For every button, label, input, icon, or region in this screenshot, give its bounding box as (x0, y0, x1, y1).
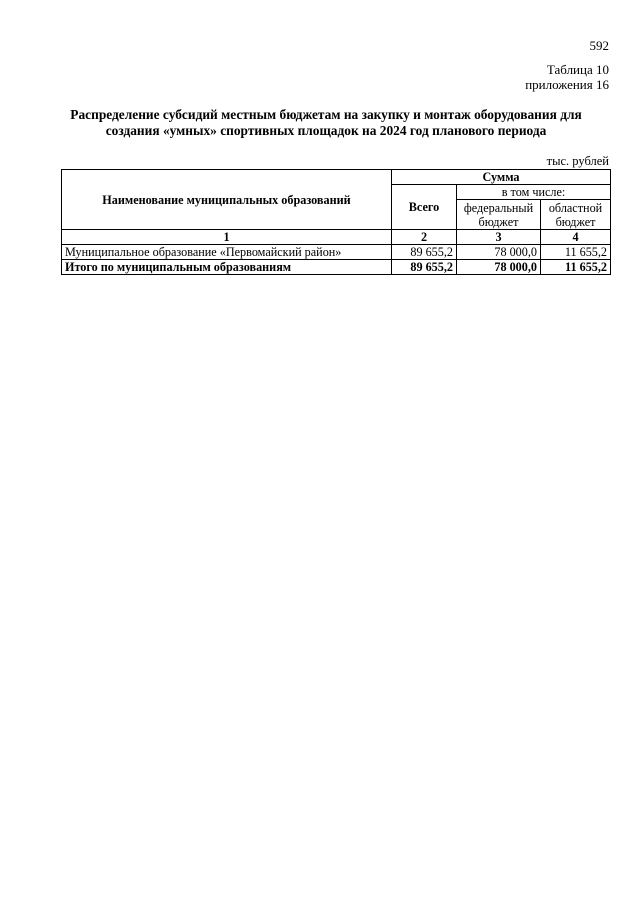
document-title (40, 107, 612, 139)
row-regional: 11 655,2 (541, 245, 611, 260)
units-label: тыс. рублей (546, 154, 609, 168)
table-row (62, 245, 611, 260)
row-name: Муниципальное образование «Первомайский район» (62, 245, 392, 260)
totals-name: Итого по муниципальным образованиям (62, 260, 392, 275)
document-title-line-2: создания «умных» спортивных площадок на 2024 год планового периода (105, 123, 547, 138)
column-number: 2 (392, 230, 457, 245)
header-federal: федеральный бюджет (457, 200, 541, 230)
totals-total: 89 655,2 (392, 260, 457, 275)
column-number-row (62, 230, 611, 245)
column-number: 4 (541, 230, 611, 245)
header-name: Наименование муниципальных образований (62, 170, 392, 230)
column-number: 3 (457, 230, 541, 245)
header-total: Всего (392, 185, 457, 230)
column-number: 1 (62, 230, 392, 245)
row-total: 89 655,2 (392, 245, 457, 260)
page-number: 592 (589, 38, 609, 53)
table-reference (525, 62, 609, 92)
totals-row (62, 260, 611, 275)
subsidy-table (61, 169, 611, 275)
totals-federal: 78 000,0 (457, 260, 541, 275)
table-reference-line-1: Таблица 10 (546, 62, 609, 77)
document-title-line-1: Распределение субсидий местным бюджетам на закупку и монтаж оборудования для (70, 107, 582, 122)
table-reference-line-2: приложения 16 (525, 77, 609, 92)
row-federal: 78 000,0 (457, 245, 541, 260)
totals-regional: 11 655,2 (541, 260, 611, 275)
header-including: в том числе: (457, 185, 611, 200)
header-regional: областной бюджет (541, 200, 611, 230)
header-sum: Сумма (392, 170, 611, 185)
